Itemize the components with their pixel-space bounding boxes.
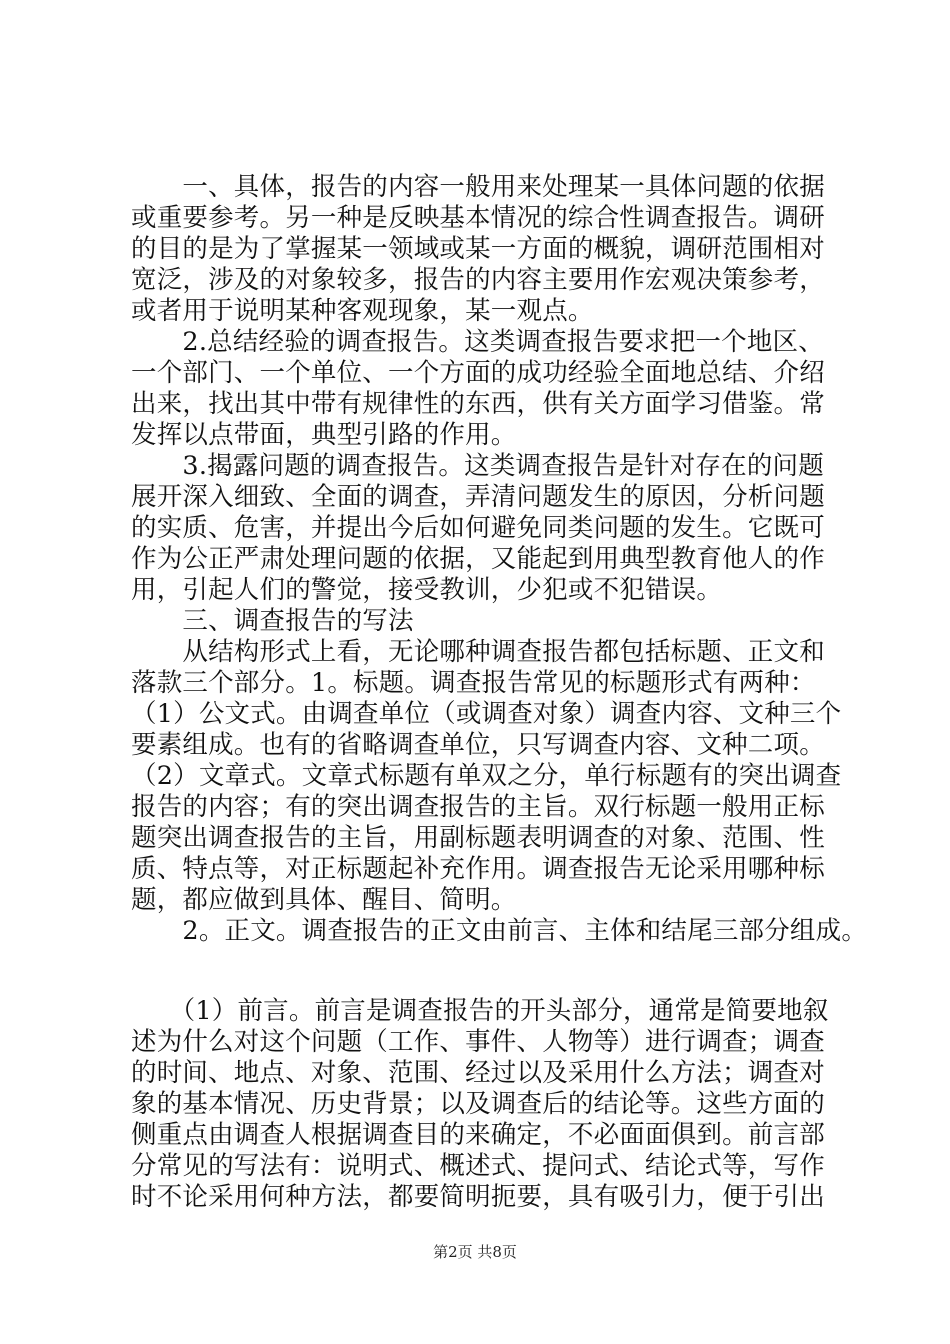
section-heading: 三、调查报告的写法 bbox=[131, 606, 414, 636]
text-line: 的实质、危害，并提出今后如何避免同类问题的发生。它既可 bbox=[131, 513, 825, 543]
text-line: 题突出调查报告的主旨，用副标题表明调查的对象、范围、性 bbox=[131, 823, 825, 853]
text-line: 一个部门、一个单位、一个方面的成功经验全面地总结、介绍 bbox=[131, 358, 825, 388]
text-line: 质、特点等，对正标题起补充作用。调查报告无论采用哪种标 bbox=[131, 854, 825, 884]
text-line: 的目的是为了掌握某一领域或某一方面的概貌，调研范围相对 bbox=[131, 234, 825, 264]
text-line: 从结构形式上看，无论哪种调查报告都包括标题、正文和 bbox=[131, 637, 825, 667]
text-line: 侧重点由调查人根据调查目的来确定，不必面面俱到。前言部 bbox=[131, 1120, 825, 1150]
text-line: 述为什么对这个问题（工作、事件、人物等）进行调查；调查 bbox=[131, 1027, 825, 1057]
text-line: 时不论采用何种方法，都要简明扼要，具有吸引力，便于引出 bbox=[131, 1182, 825, 1212]
text-line: 出来，找出其中带有规律性的东西，供有关方面学习借鉴。常 bbox=[131, 389, 825, 419]
text-line: 作为公正严肃处理问题的依据，又能起到用典型教育他人的作 bbox=[131, 544, 825, 574]
text-line: 2.总结经验的调查报告。这类调查报告要求把一个地区、 bbox=[131, 327, 824, 357]
text-line: 分常见的写法有：说明式、概述式、提问式、结论式等，写作 bbox=[131, 1151, 825, 1181]
text-line: （2）文章式。文章式标题有单双之分，单行标题有的突出调查 bbox=[131, 761, 842, 791]
text-line: 象的基本情况、历史背景；以及调查后的结论等。这些方面的 bbox=[131, 1089, 825, 1119]
text-line: 用，引起人们的警觉，接受教训，少犯或不犯错误。 bbox=[131, 575, 723, 605]
text-line: 落款三个部分。1。标题。调查报告常见的标题形式有两种： bbox=[131, 668, 816, 698]
text-line: 发挥以点带面，典型引路的作用。 bbox=[131, 420, 517, 450]
page-number-footer: 第2页 共8页 bbox=[433, 1243, 517, 1261]
text-line: 或者用于说明某种客观现象，某一观点。 bbox=[131, 296, 594, 326]
text-line: 要素组成。也有的省略调查单位，只写调查内容、文种二项。 bbox=[131, 730, 825, 760]
text-line: 2。正文。调查报告的正文由前言、主体和结尾三部分组成。 bbox=[131, 916, 868, 946]
text-line: 展开深入细致、全面的调查，弄清问题发生的原因，分析问题 bbox=[131, 482, 825, 512]
text-line: （1）前言。前言是调查报告的开头部分，通常是简要地叙 bbox=[131, 996, 829, 1026]
text-line: 3.揭露问题的调查报告。这类调查报告是针对存在的问题 bbox=[131, 451, 824, 481]
text-line: 一、具体，报告的内容一般用来处理某一具体问题的依据 bbox=[131, 172, 825, 202]
text-line: 题，都应做到具体、醒目、简明。 bbox=[131, 885, 517, 915]
text-line: 宽泛，涉及的对象较多，报告的内容主要用作宏观决策参考， bbox=[131, 265, 825, 295]
text-line: （1）公文式。由调查单位（或调查对象）调查内容、文种三个 bbox=[131, 699, 842, 729]
text-line: 或重要参考。另一种是反映基本情况的综合性调查报告。调研 bbox=[131, 203, 825, 233]
text-line: 报告的内容；有的突出调查报告的主旨。双行标题一般用正标 bbox=[131, 792, 825, 822]
text-line: 的时间、地点、对象、范围、经过以及采用什么方法；调查对 bbox=[131, 1058, 825, 1088]
